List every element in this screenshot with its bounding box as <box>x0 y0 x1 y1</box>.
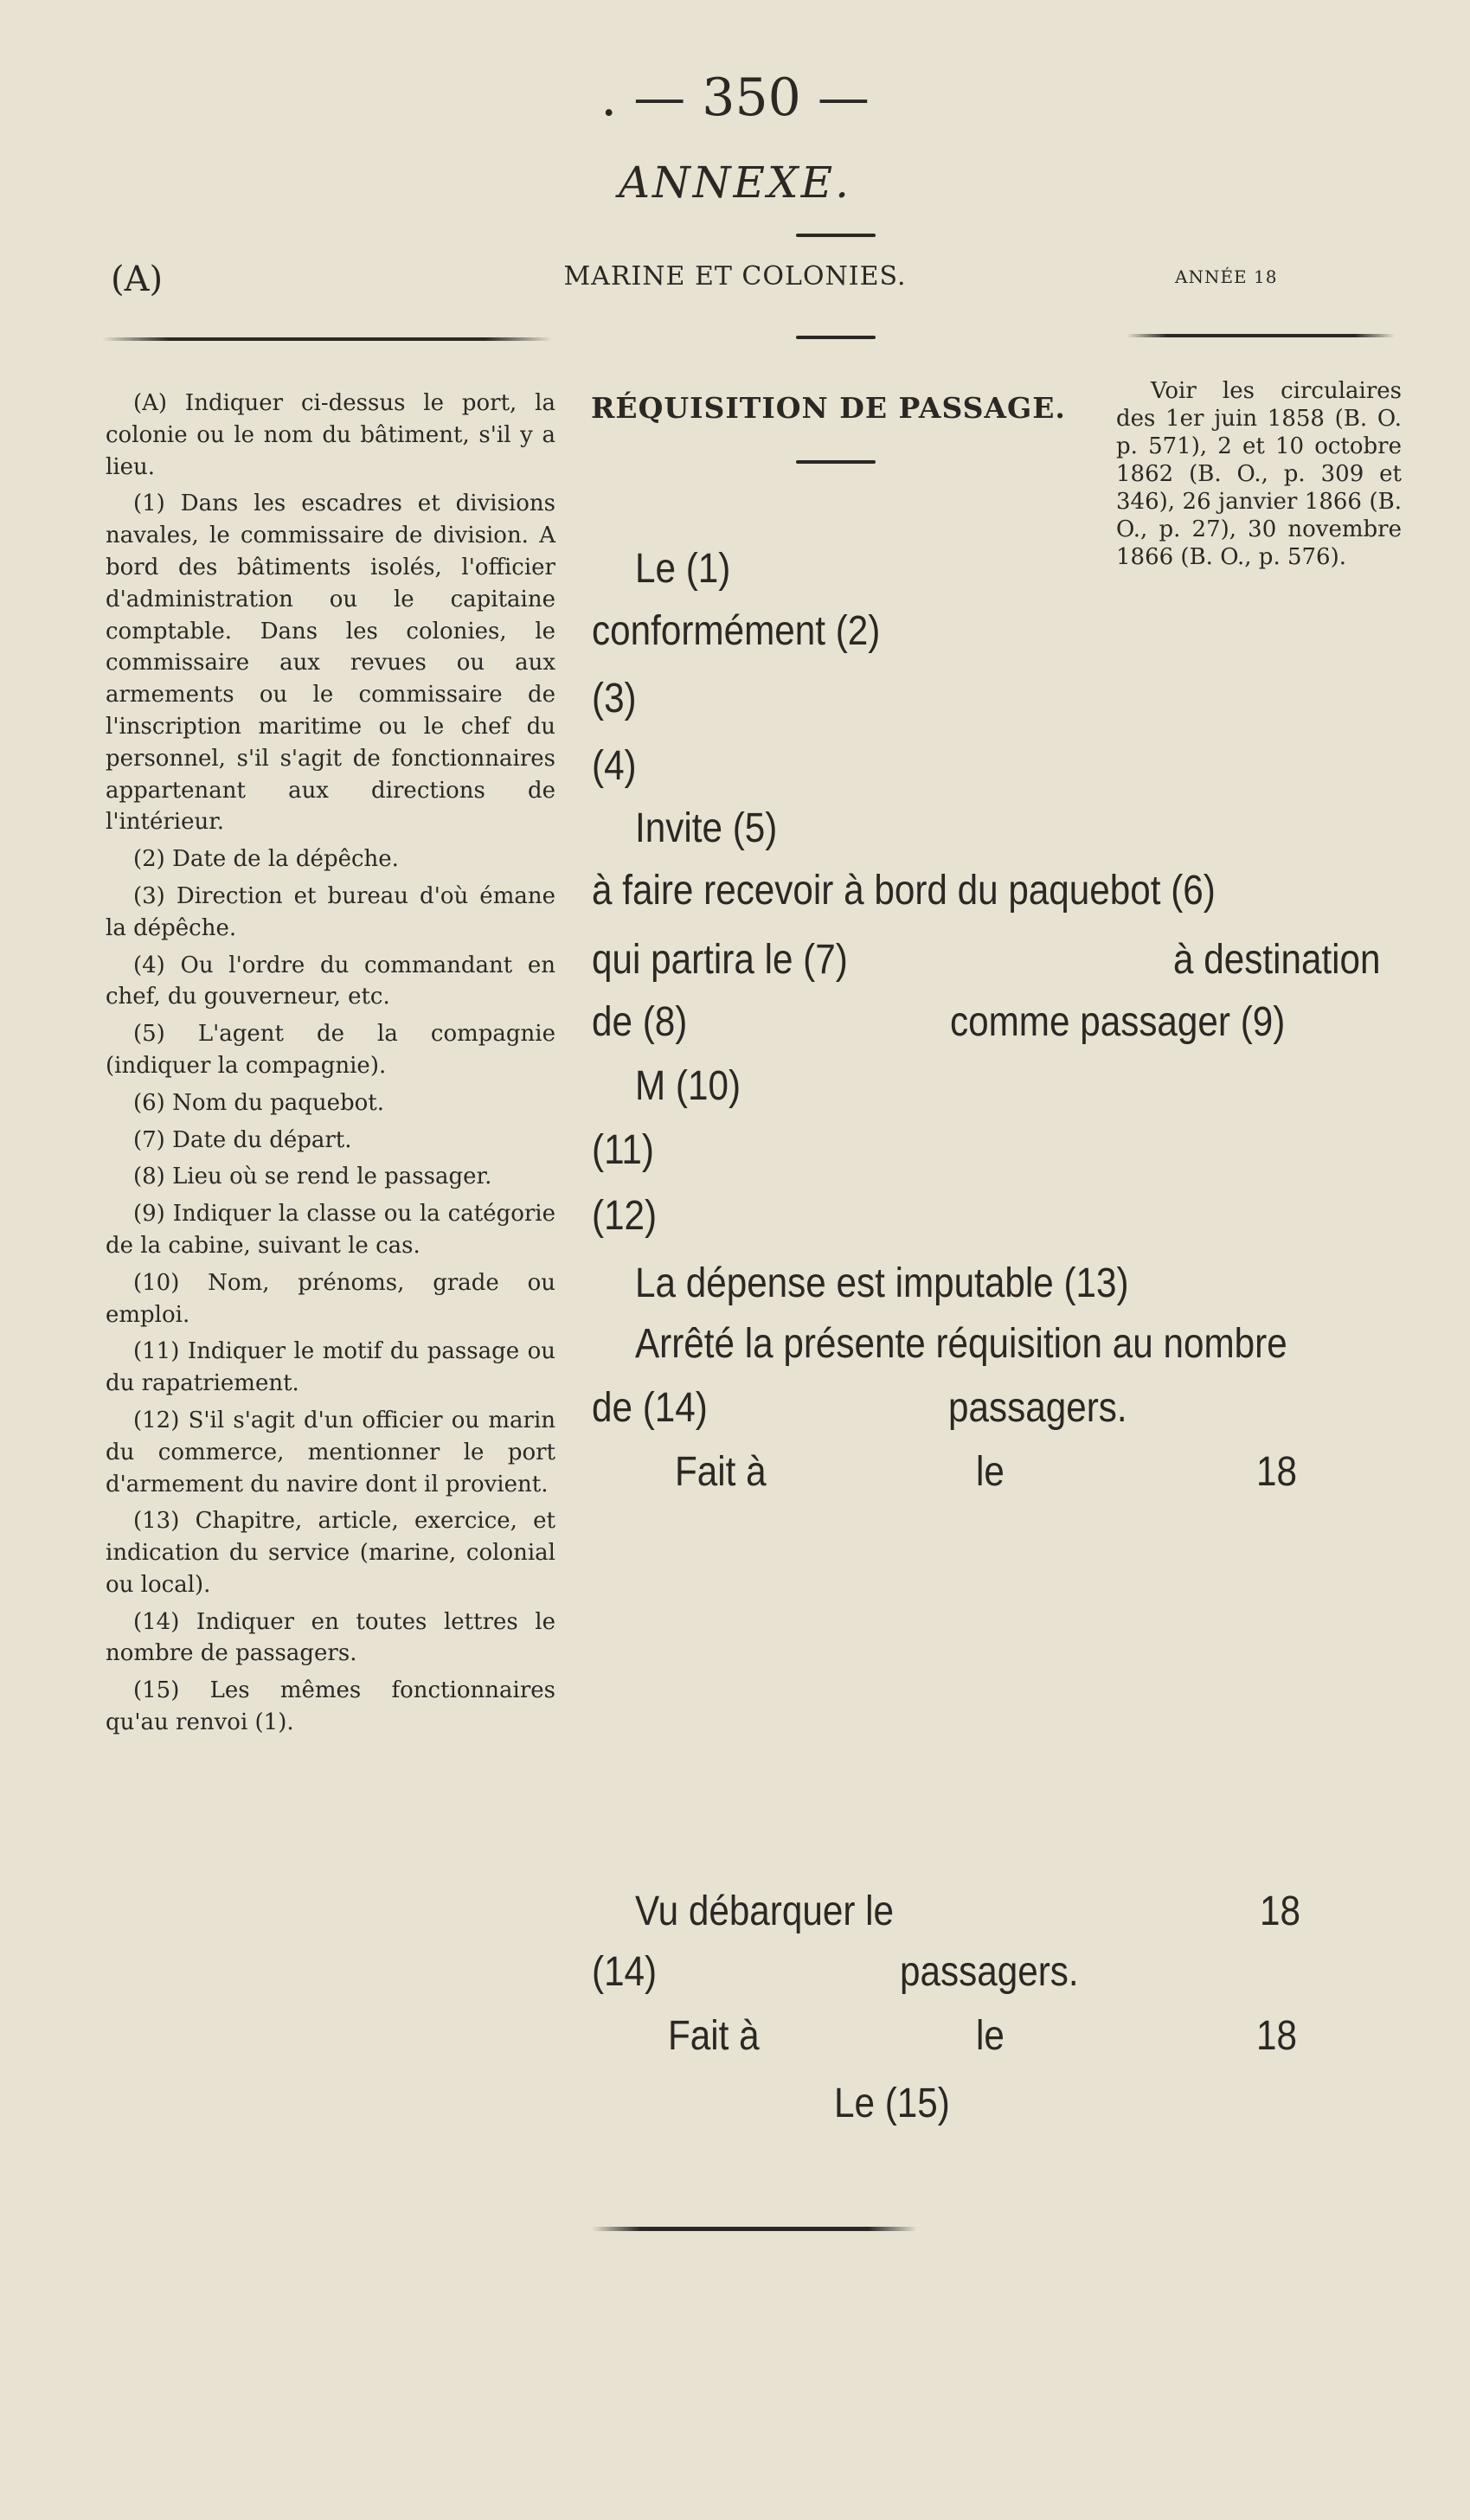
form-arrete: Arrêté la présente réquisition au nombre <box>635 1321 1287 1367</box>
note-4: (4) Ou l'ordre du commandant en chef, du gouverneur, etc. <box>106 952 555 1010</box>
note-7: (7) Date du départ. <box>133 1126 352 1153</box>
form-ref-12: (12) <box>592 1193 658 1239</box>
footnotes <box>106 388 555 1744</box>
page-number: . — 350 — <box>600 67 870 128</box>
form-invite: Invite (5) <box>635 805 778 851</box>
form-m-10: M (10) <box>635 1063 741 1109</box>
annex-title: ANNEXE. <box>618 157 852 208</box>
note-10: (10) Nom, prénoms, grade ou emploi. <box>106 1269 555 1328</box>
label-a: (A) <box>111 260 164 299</box>
form-vu-debarquer: Vu débarquer le <box>635 1888 895 1934</box>
year-field: ANNÉE 18 <box>1175 266 1278 287</box>
note-15: (15) Les mêmes fonctionnaires qu'au renvoi (1). <box>106 1677 555 1736</box>
note-9: (9) Indiquer la classe ou la catégorie de la cabine, suivant le cas. <box>106 1201 555 1259</box>
note-12: (12) S'il s'agit d'un officier ou marin du commerce, mentionner le port d'armement du navire dont il provient. <box>106 1407 555 1497</box>
form-ref-3: (3) <box>592 676 637 721</box>
form-year-18: 18 <box>1256 1449 1297 1495</box>
requisition-title: RÉQUISITION DE PASSAGE. <box>591 391 1066 425</box>
form-passagers-2: passagers. <box>900 1949 1079 1995</box>
closing-rule <box>592 2227 917 2231</box>
form-le-2: le <box>976 2013 1005 2059</box>
ministry-heading: MARINE ET COLONIES. <box>563 261 907 292</box>
note-3: (3) Direction et bureau d'où émane la dépêche. <box>106 882 555 941</box>
form-passagers: passagers. <box>948 1385 1127 1431</box>
form-conformement: conformément (2) <box>592 608 881 654</box>
note-5: (5) L'agent de la compagnie (indiquer la compagnie). <box>106 1021 555 1079</box>
form-vu-year: 18 <box>1260 1888 1300 1934</box>
form-partira: qui partira le (7) <box>592 937 848 983</box>
form-depense: La dépense est imputable (13) <box>635 1260 1129 1306</box>
ornament-rule-right <box>1127 334 1395 337</box>
note-2: (2) Date de la dépêche. <box>133 846 399 873</box>
form-ref-14b: (14) <box>592 1949 658 1995</box>
note-6: (6) Nom du paquebot. <box>133 1089 384 1116</box>
form-year-18b: 18 <box>1256 2013 1297 2059</box>
form-fait-a-2: Fait à <box>668 2013 760 2059</box>
form-de-14: de (14) <box>592 1385 708 1431</box>
ornament-rule-left <box>102 337 552 341</box>
form-le: le <box>976 1449 1005 1495</box>
divider-under-annex <box>796 234 876 237</box>
divider-under-ministry <box>796 336 876 339</box>
form-paquebot: à faire recevoir à bord du paquebot (6) <box>592 868 1216 914</box>
note-1: (1) Dans les escadres et divisions navales, le commissaire de division. A bord des bâtiments isolés, l'officier d'administration ou le capitaine comptable. Dans les colonies, le commissaire aux revues ou aux armements ou le commissaire de l'inscription maritime ou le chef du personnel, s'il s'agit de fonctionnaires appartenant aux directions de l'intérieur. <box>106 491 555 836</box>
note-8: (8) Lieu où se rend le passager. <box>133 1164 492 1190</box>
note-11: (11) Indiquer le motif du passage ou du rapatriement. <box>106 1338 555 1397</box>
note-13: (13) Chapitre, article, exercice, et indication du service (marine, colonial ou local). <box>106 1508 555 1598</box>
form-de-8: de (8) <box>592 999 688 1045</box>
note-a: (A) Indiquer ci-dessus le port, la colonie ou le nom du bâtiment, s'il y a lieu. <box>106 390 555 480</box>
form-ref-4: (4) <box>592 743 637 789</box>
form-le-1: Le (1) <box>635 546 731 592</box>
form-destination: à destination <box>1173 937 1381 983</box>
form-fait-a: Fait à <box>675 1449 767 1495</box>
form-passager: comme passager (9) <box>950 999 1286 1045</box>
note-14: (14) Indiquer en toutes lettres le nombre de passagers. <box>106 1608 555 1667</box>
form-le-15: Le (15) <box>834 2081 950 2126</box>
divider-under-title <box>796 460 876 464</box>
form-ref-11: (11) <box>592 1127 654 1173</box>
circular-reference-text: Voir les circulaires des 1er juin 1858 (B. O. p. 571), 2 et 10 octobre 1862 (B. O., p. 309 et 346), 26 janvier 1866 (B. O., p. 27), 30 novembre 1866 (B. O., p. 576). <box>1116 378 1402 570</box>
circular-reference <box>1116 377 1402 571</box>
